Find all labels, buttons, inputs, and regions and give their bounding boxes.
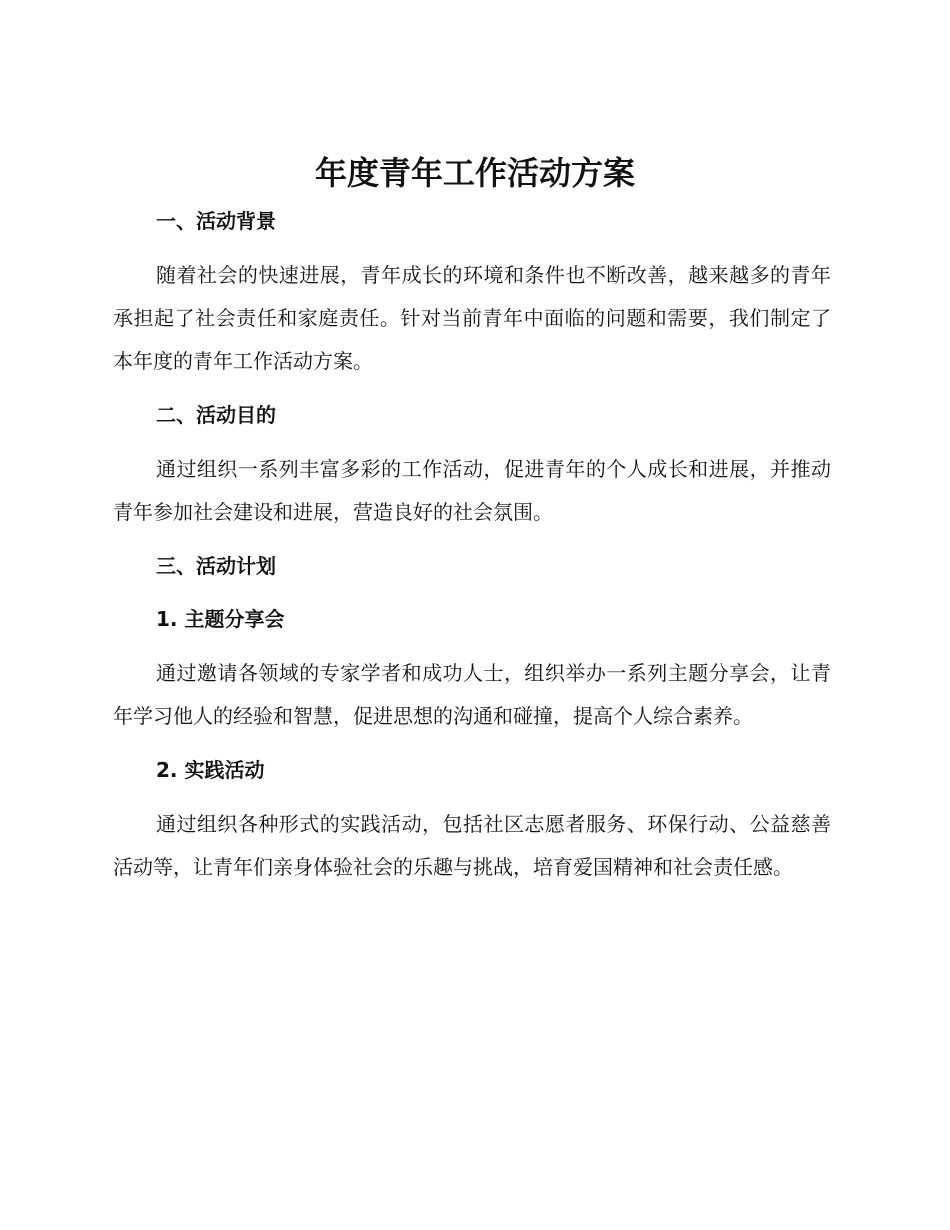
plan-item-body-practice: 通过组织各种形式的实践活动，包括社区志愿者服务、环保行动、公益慈善活动等，让青年们亲身体验社会的乐趣与挑战，培育爱国精神和社会责任感。: [113, 812, 831, 879]
section-heading-plan: 三、活动计划: [156, 554, 276, 578]
section-body-background: 随着社会的快速进展，青年成长的环境和条件也不断改善，越来越多的青年承担起了社会责任和家庭责任。针对当前青年中面临的问题和需要，我们制定了本年度的青年工作活动方案。: [113, 263, 831, 373]
plan-item-body-sharing: 通过邀请各领域的专家学者和成功人士，组织举办一系列主题分享会，让青年学习他人的经验和智慧，促进思想的沟通和碰撞，提高个人综合素养。: [113, 661, 831, 728]
document-title: 年度青年工作活动方案: [314, 154, 635, 192]
plan-item-heading-sharing: 1. 主题分享会: [156, 607, 285, 631]
plan-item-heading-practice: 2. 实践活动: [156, 758, 265, 782]
document-body: [113, 200, 831, 889]
section-heading-background: 一、活动背景: [156, 209, 276, 233]
section-heading-purpose: 二、活动目的: [156, 403, 276, 427]
section-body-purpose: 通过组织一系列丰富多彩的工作活动，促进青年的个人成长和进展，并推动青年参加社会建设和进展，营造良好的社会氛围。: [113, 457, 831, 524]
